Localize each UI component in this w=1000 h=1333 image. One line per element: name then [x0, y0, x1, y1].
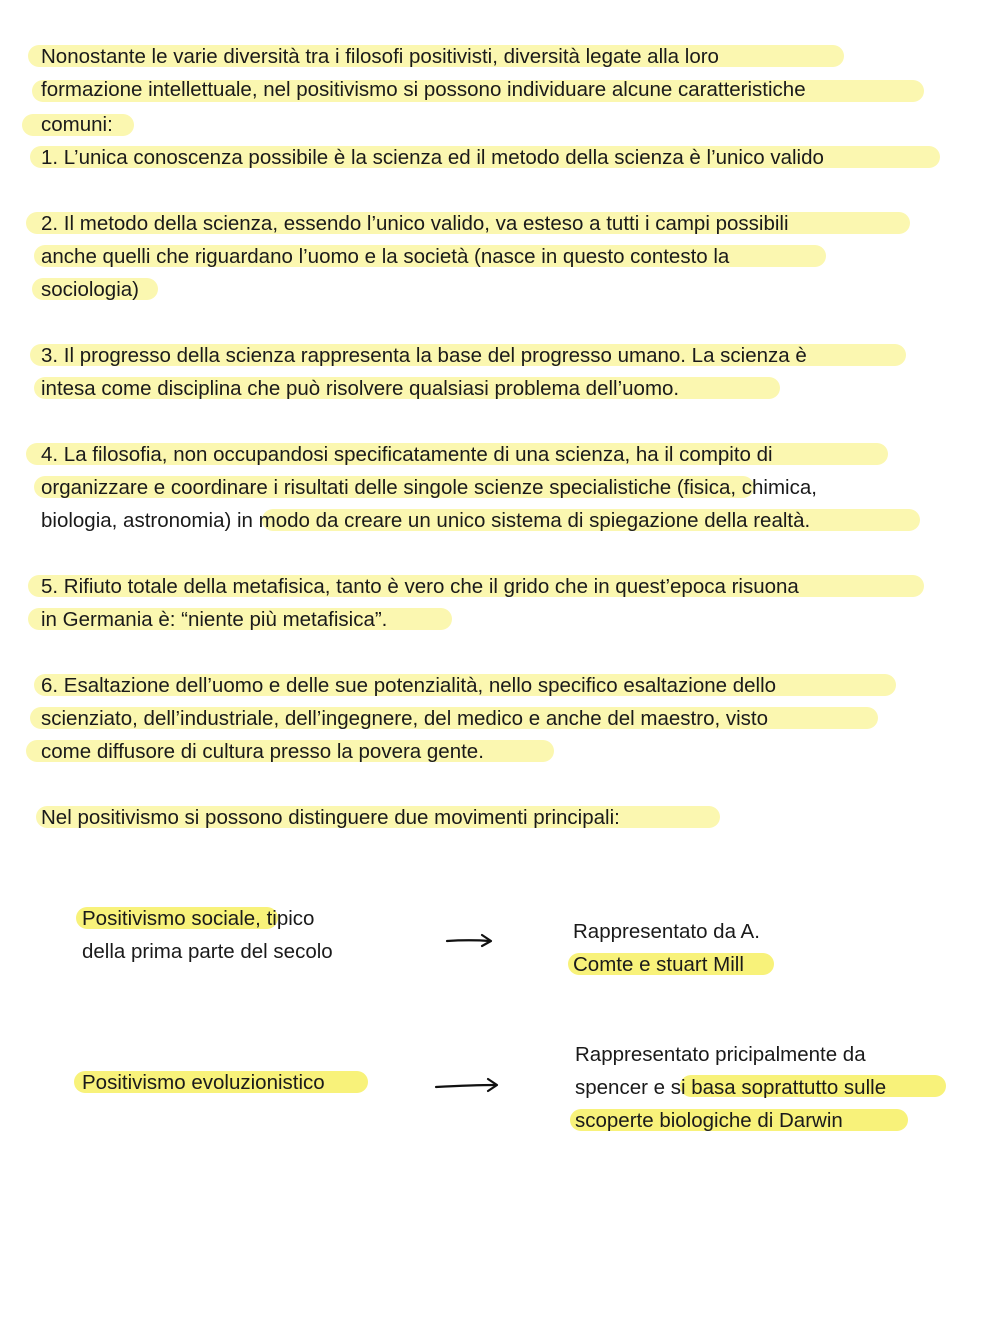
movement-1-desc-line: Rappresentato da A. — [573, 920, 760, 943]
movement-2-desc-line: spencer e si basa soprattutto sulle — [575, 1076, 887, 1099]
arrow-right-icon — [444, 931, 504, 951]
point-4-line: organizzare e coordinare i risultati delle singole scienze specialistiche (fisica, chimica, — [41, 476, 817, 499]
point-2-line: anche quelli che riguardano l’uomo e la società (nasce in questo contesto la — [41, 245, 730, 268]
point-6-line: come diffusore di cultura presso la povera gente. — [41, 740, 484, 763]
point-6-line: 6. Esaltazione dell’uomo e delle sue potenzialità, nello specifico esaltazione dello — [41, 674, 777, 697]
movement-2-desc-line: Rappresentato pricipalmente da — [575, 1043, 866, 1066]
point-5-line: 5. Rifiuto totale della metafisica, tanto è vero che il grido che in quest’epoca risuona — [41, 575, 799, 598]
movement-1-name-line — [82, 902, 314, 935]
movement-2-name: Positivismo evoluzionistico — [82, 1071, 325, 1094]
movements-intro: Nel positivismo si possono distinguere due movimenti principali: — [41, 806, 620, 829]
point-6-line: scienziato, dell’industriale, dell’ingegnere, del medico e anche del maestro, visto — [41, 707, 769, 730]
intro-line: Nonostante le varie diversità tra i filosofi positivisti, diversità legate alla loro — [41, 45, 719, 68]
point-3-line: 3. Il progresso della scienza rappresenta la base del progresso umano. La scienza è — [41, 344, 807, 367]
movement-1-desc-line: Comte e stuart Mill — [573, 953, 744, 976]
point-2-line: sociologia) — [41, 278, 139, 301]
movement-2-desc-line: scoperte biologiche di Darwin — [575, 1109, 843, 1132]
intro-line: formazione intellettuale, nel positivismo si possono individuare alcune caratteristiche — [41, 78, 806, 101]
intro-line: comuni: — [41, 113, 113, 136]
movement-1-name: Positivismo sociale — [82, 907, 256, 930]
point-3-line: intesa come disciplina che può risolvere qualsiasi problema dell’uomo. — [41, 377, 680, 400]
point-1-line: 1. L’unica conoscenza possibile è la scienza ed il metodo della scienza è l’unico valido — [41, 146, 824, 169]
movement-1-name-line2: della prima parte del secolo — [82, 940, 333, 963]
point-4-line: 4. La filosofia, non occupandosi specificatamente di una scienza, ha il compito di — [41, 443, 773, 466]
point-5-line: in Germania è: “niente più metafisica”. — [41, 608, 388, 631]
arrow-right-icon — [433, 1076, 503, 1096]
movement-1-name-suffix: , tipico — [255, 907, 315, 930]
point-4-line: biologia, astronomia) in modo da creare un unico sistema di spiegazione della realtà. — [41, 509, 811, 532]
point-2-line: 2. Il metodo della scienza, essendo l’unico valido, va esteso a tutti i campi possibili — [41, 212, 789, 235]
